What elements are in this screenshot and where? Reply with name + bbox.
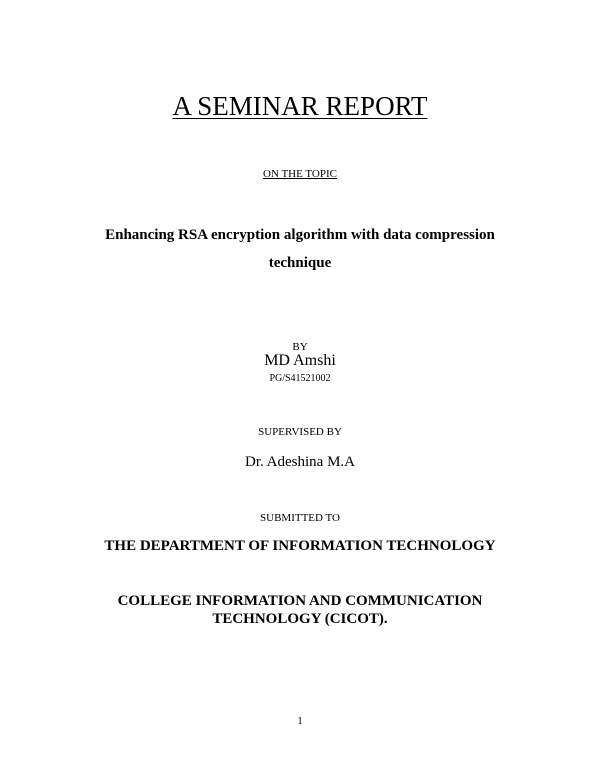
college-name [0,592,600,628]
topic-title-line-2: technique [268,255,332,271]
college-name-line-2: TECHNOLOGY (CICOT). [212,611,388,627]
registration-number: PG/S41521002 [269,373,331,384]
report-title: A SEMINAR REPORT [172,91,428,121]
author-name: MD Amshi [264,352,336,369]
submitted-to-label: SUBMITTED TO [260,512,340,524]
topic-title [0,221,600,277]
on-the-topic-label: ON THE TOPIC [263,168,337,180]
college-name-line-1: COLLEGE INFORMATION AND COMMUNICATION [117,593,483,609]
department-name: THE DEPARTMENT OF INFORMATION TECHNOLOGY [104,538,496,554]
topic-title-line-1: Enhancing RSA encryption algorithm with data compression [105,227,495,243]
supervised-by-label: SUPERVISED BY [258,426,342,438]
supervisor-name: Dr. Adeshina M.A [245,454,355,470]
by-label: BY [292,341,308,353]
page-number: 1 [297,715,303,727]
